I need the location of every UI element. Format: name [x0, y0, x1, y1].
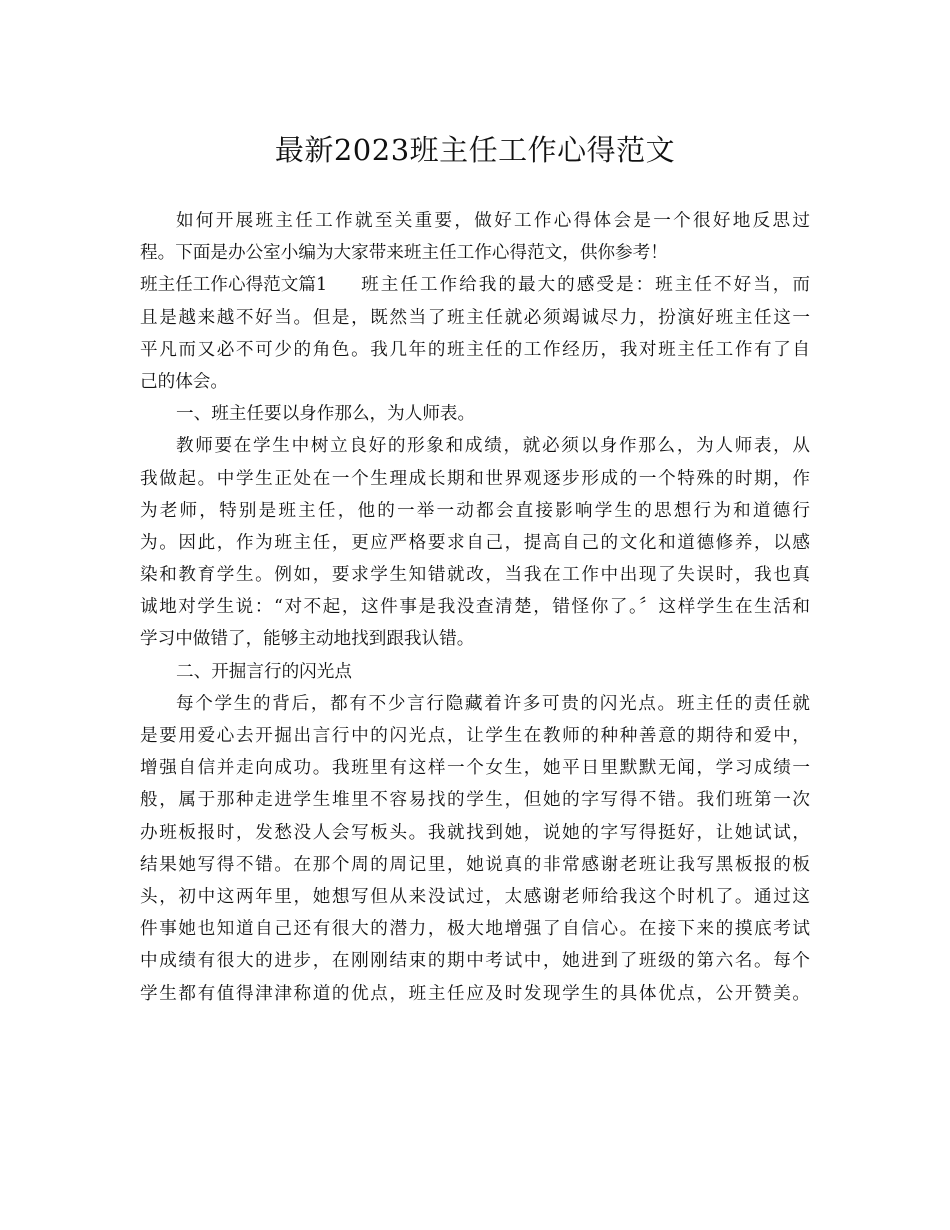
body-line: 件事她也知道自己还有很大的潜力，极大地增强了自信心。在接下来的摸底考试 — [140, 919, 810, 940]
body-line: 头，初中这两年里，她想写但从来没试过，太感谢老师给我这个时机了。通过这 — [140, 886, 810, 907]
body-line: 一、班主任要以身作那么，为人师表。 — [176, 404, 476, 425]
body-line: 程。下面是办公室小编为大家带来班主任工作心得范文，供你参考！ — [140, 243, 668, 264]
body-line: 我做起。中学生正处在一个生理成长期和世界观逐步形成的一个特殊的时期，作 — [140, 468, 810, 489]
body-line: 如何开展班主任工作就至关重要，做好工作心得体会是一个很好地反思过 — [176, 211, 810, 231]
body-line: 且是越来越不好当。但是，既然当了班主任就必须竭诚尽力，扮演好班主任这一 — [140, 307, 810, 328]
section-heading-inline: 班主任工作心得范文篇1 — [140, 275, 328, 296]
body-line: 己的体会。 — [140, 371, 228, 392]
body-line: 是要用爱心去开掘出言行中的闪光点，让学生在教师的种种善意的期待和爱中， — [140, 726, 810, 746]
body-line: 每个学生的背后，都有不少言行隐藏着许多可贵的闪光点。班主任的责任就 — [176, 693, 810, 714]
body-line: 平凡而又必不可少的角色。我几年的班主任的工作经历，我对班主任工作有了自 — [140, 339, 810, 360]
body-line: 学生都有值得津津称道的优点，班主任应及时发现学生的具体优点，公开赞美。 — [140, 983, 810, 1004]
body-line: 办班板报时，发愁没人会写板头。我就找到她，说她的字写得挺好，让她试试， — [140, 822, 810, 843]
body-line: 为。因此，作为班主任，更应严格要求自己，提高自己的文化和道德修养，以感 — [140, 532, 810, 553]
body-line: 结果她写得不错。在那个周的周记里，她说真的非常感谢老班让我写黑板报的板 — [140, 854, 810, 875]
body-line: 二、开掘言行的闪光点 — [176, 661, 352, 682]
body-line: 中成绩有很大的进步，在刚刚结束的期中考试中，她进到了班级的第六名。每个 — [140, 951, 810, 972]
body-line-text: 班主任工作给我的最大的感受是：班主任不好当，而 — [361, 275, 810, 296]
document-title: 最新2023班主任工作心得范文 — [274, 133, 676, 167]
body-line: 诚地对学生说：“对不起，这件事是我没查清楚，错怪你了。〞这样学生在生活和 — [140, 597, 810, 618]
document-body — [140, 205, 810, 1010]
body-line — [140, 269, 810, 301]
body-line: 增强自信并走向成功。我班里有这样一个女生，她平日里默默无闻，学习成绩一 — [140, 758, 810, 779]
body-line: 般，属于那种走进学生堆里不容易找的学生，但她的字写得不错。我们班第一次 — [140, 790, 810, 811]
body-line: 为老师，特别是班主任，他的一举一动都会直接影响学生的思想行为和道德行 — [140, 500, 810, 521]
body-line: 教师要在学生中树立良好的形象和成绩，就必须以身作那么，为人师表，从 — [176, 436, 810, 457]
body-line: 学习中做错了，能够主动地找到跟我认错。 — [140, 629, 475, 650]
body-line: 染和教育学生。例如，要求学生知错就改，当我在工作中出现了失误时，我也真 — [140, 565, 810, 586]
